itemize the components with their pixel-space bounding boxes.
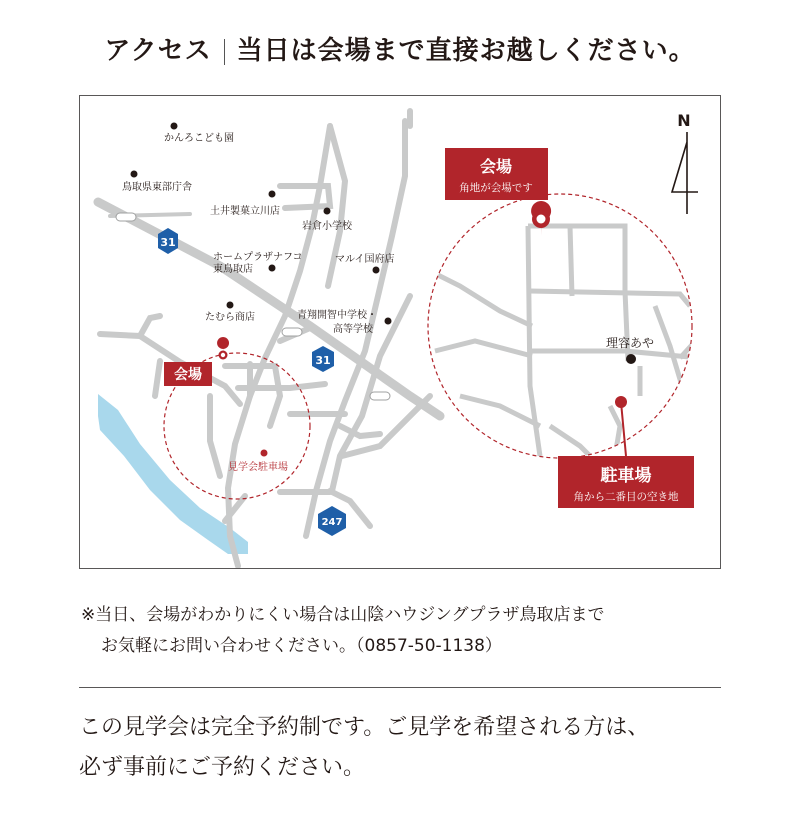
note-line1: ※当日、会場がわかりにくい場合は山陰ハウジングプラザ鳥取店まで: [81, 605, 605, 625]
map-canvas: [80, 96, 720, 568]
route-badge-31b: [312, 346, 334, 372]
parking-callout-inset: [558, 456, 694, 508]
page-heading: [0, 30, 800, 67]
landmark-tottori-east-office: 鳥取県東部庁舎: [122, 182, 192, 193]
footer-line1: この見学会は完全予約制です。ご見学を希望される方は、: [79, 715, 650, 740]
shop-label: 理容あや: [606, 336, 655, 350]
venue-callout-inset: [445, 148, 548, 200]
parking-label-main: 見学会駐車場: [228, 462, 288, 473]
route-badge-247: [318, 506, 346, 536]
note-line2: お気軽にお問い合わせください。（0857-50-1138）: [101, 636, 502, 656]
landmark-nafco-line1: ホームプラザナフコ: [213, 252, 303, 263]
landmark-tamura: たむら商店: [205, 312, 255, 323]
venue-label-main: [164, 362, 212, 386]
route-247-label: 247: [321, 517, 343, 528]
landmark-seisho-line2: 高等学校: [333, 324, 373, 335]
access-map: [79, 95, 721, 569]
venue-label-text: 会場: [174, 367, 202, 383]
inset-venue-title: 会場: [479, 157, 513, 176]
landmark-iwakura-school: 岩倉小学校: [302, 221, 352, 232]
road-network: [98, 111, 440, 566]
inset-map: [428, 194, 720, 466]
parking-dot-main: [261, 450, 268, 457]
landmark-seisho-line1: 青翔開智中学校・: [297, 310, 377, 321]
inset-parking-sub: 角から二番目の空き地: [573, 491, 679, 503]
landmark-marui: マルイ国府店: [335, 254, 395, 265]
landmark-doi-confectionery: 土井製菓立川店: [210, 206, 280, 217]
reservation-notice: [79, 708, 649, 788]
footer-line2: 必ず事前にご予約ください。: [79, 755, 366, 780]
compass-n-label: N: [677, 111, 691, 130]
access-note: [81, 600, 604, 662]
venue-pin-main: [217, 337, 229, 362]
compass-arrow-icon: [672, 132, 698, 214]
section-divider: [79, 687, 721, 688]
route-31b-label: 31: [315, 354, 331, 367]
route-31-road: [98, 202, 440, 416]
landmark-nafco-line2: 東鳥取店: [213, 264, 253, 275]
heading-title: アクセス: [104, 36, 212, 66]
landmark-kanro: かんろこども園: [164, 133, 234, 144]
heading-subtitle: 当日は会場まで直接お越しください。: [236, 36, 696, 66]
compass-north: [672, 111, 698, 214]
heading-separator: [224, 39, 225, 65]
river: [98, 394, 248, 554]
shop-dot: [626, 354, 636, 364]
landmark-list: [122, 123, 395, 336]
inset-venue-sub: 角地が会場です: [459, 182, 533, 194]
inset-parking-title: 駐車場: [600, 466, 652, 486]
route-31a-label: 31: [160, 236, 176, 249]
